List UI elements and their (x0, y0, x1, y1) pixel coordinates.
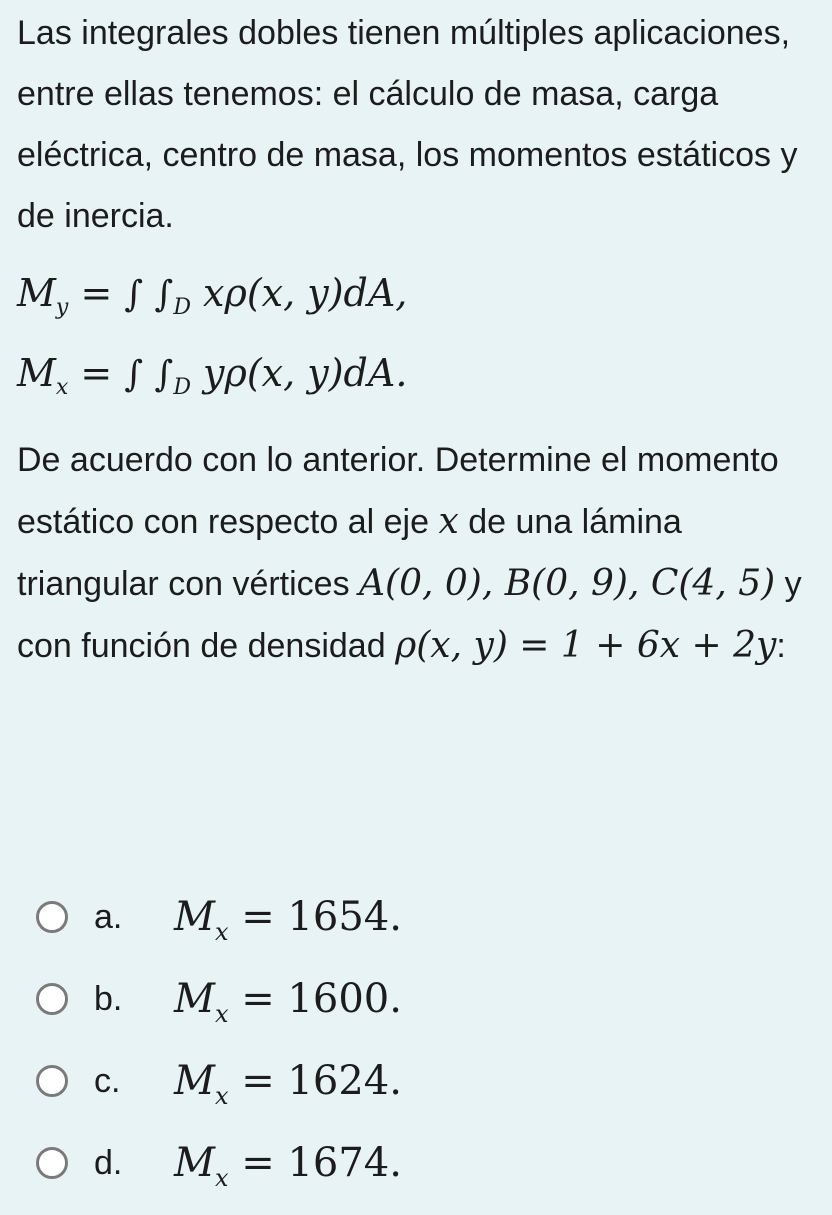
radio-button-c[interactable] (36, 1065, 68, 1097)
formula-my-integral: ∫ ∫ (124, 274, 174, 315)
option-a[interactable] (36, 876, 736, 958)
option-a-answer (174, 894, 402, 946)
question-text-4: : (776, 627, 786, 665)
formula-my-region: D (173, 295, 191, 320)
formula-mx (17, 348, 407, 400)
formula-my-eq: = (68, 271, 125, 315)
option-c-answer (174, 1058, 402, 1110)
formula-mx-body: yρ(x, y)dA. (190, 351, 408, 395)
formula-mx-lhs-sub: x (55, 375, 69, 400)
option-c-sub: x (214, 1082, 229, 1110)
question-vertices: A(0, 0), B(0, 9), C(4, 5) (359, 563, 776, 604)
formula-mx-integral: ∫ ∫ (124, 354, 174, 395)
question-axis: x (438, 501, 459, 542)
option-d-symbol: M (174, 1140, 215, 1186)
option-b-sub: x (214, 1000, 229, 1028)
question-paragraph (17, 430, 822, 677)
option-d-value: = 1674. (228, 1140, 402, 1186)
formula-my (17, 268, 407, 320)
option-b-symbol: M (174, 976, 215, 1022)
formula-my-lhs: M (17, 271, 56, 315)
formula-mx-lhs: M (17, 351, 56, 395)
option-d-sub: x (214, 1164, 229, 1192)
option-a-value: = 1654. (228, 894, 402, 940)
question-density: ρ(x, y) = 1 + 6x + 2y (395, 625, 777, 666)
option-d[interactable] (36, 1122, 736, 1204)
option-c-letter: c. (94, 1061, 121, 1100)
formula-mx-eq: = (68, 351, 125, 395)
option-c-symbol: M (174, 1058, 215, 1104)
option-a-letter: a. (94, 897, 123, 936)
option-b-letter: b. (94, 979, 123, 1018)
formula-my-lhs-sub: y (55, 295, 69, 320)
option-c[interactable] (36, 1040, 736, 1122)
option-b-answer (174, 976, 402, 1028)
option-a-sub: x (214, 918, 229, 946)
answer-options (36, 876, 736, 1204)
radio-button-a[interactable] (36, 901, 68, 933)
radio-button-d[interactable] (36, 1147, 68, 1179)
question-text-1: De acuerdo con lo anterior. Determine el momento estático con respecto al eje (17, 441, 779, 541)
option-a-symbol: M (174, 894, 215, 940)
formula-my-body: xρ(x, y)dA, (190, 271, 408, 315)
question-text-2: de una lámina triangular con vértices (17, 503, 682, 603)
question-text-3: y con función de densidad (17, 565, 802, 665)
option-b-value: = 1600. (228, 976, 402, 1022)
option-d-answer (174, 1140, 402, 1192)
formula-mx-region: D (173, 375, 191, 400)
option-d-letter: d. (94, 1143, 123, 1182)
radio-button-b[interactable] (36, 983, 68, 1015)
intro-paragraph: Las integrales dobles tienen múltiples aplicaciones, entre ellas tenemos: el cálculo de masa, carga eléctrica, centro de masa, los momentos estáticos y de inercia. (17, 14, 798, 235)
option-c-value: = 1624. (228, 1058, 402, 1104)
option-b[interactable] (36, 958, 736, 1040)
